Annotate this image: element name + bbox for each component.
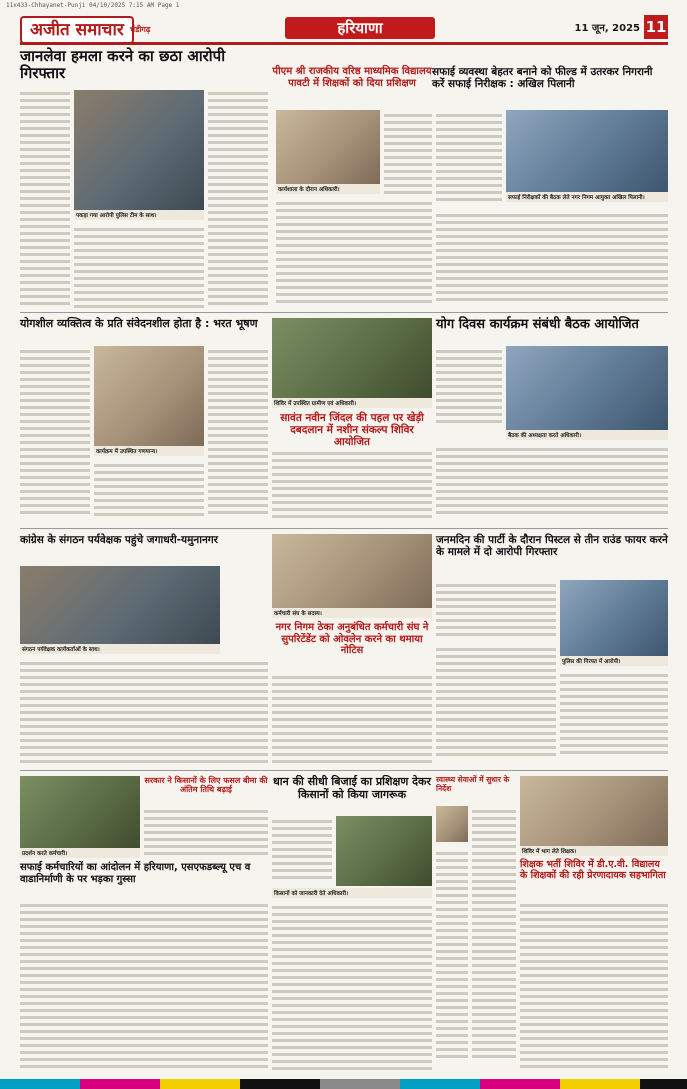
story-12-caption: शिविर में भाग लेते शिक्षक।	[520, 846, 668, 856]
story-5	[272, 412, 432, 448]
story-1-headline: जानलेवा हमला करने का छठा आरोपी गिरफ्तार	[20, 47, 226, 83]
story-10	[20, 862, 268, 885]
story-8-text	[272, 672, 432, 766]
story-8-headline: नगर निगम ठेका अनुबंधित कर्मचारी संघ ने सुपरिटेंडेंट को ओवलेन करने का थमाया नोटिस	[275, 622, 429, 656]
story-10-headline: सफाई कर्मचारियों का आंदोलन में हरियाणा, एसएफडब्ल्यू एच व वाडानिर्माणी के पर भड़का गुस्सा	[20, 862, 251, 885]
newspaper-name: अजीत समाचार	[20, 16, 134, 44]
edition-city: चंडीगढ़	[130, 25, 151, 34]
story-11-headline: धान की सीधी बिजाई का प्रशिक्षण देकर किसानों को किया जागरूक	[273, 775, 431, 801]
story-7-photo	[20, 566, 220, 644]
divider	[20, 770, 668, 771]
story-14	[436, 776, 516, 793]
story-9-text-2	[436, 644, 556, 766]
story-10-caption: प्रदर्शन करते कर्मचारी।	[20, 848, 140, 858]
story-14-photo	[436, 806, 468, 842]
story-11	[272, 776, 432, 801]
story-2	[272, 66, 432, 89]
story-10-text	[20, 900, 268, 1076]
story-2-caption: कार्यशाला के दौरान अधिकारी।	[276, 184, 380, 194]
story-6	[436, 318, 668, 333]
story-14-text-2	[436, 848, 468, 1076]
story-12-headline: शिक्षक भर्ती शिविर में डी.ए.वी. विद्यालय के शिक्षकों की रही प्रेरणादायक सहभागिता	[520, 859, 666, 881]
story-6-text-2	[436, 444, 668, 524]
story-2-text	[384, 110, 432, 194]
story-3-headline: सफाई व्यवस्था बेहतर बनाने को फील्ड में उतरकर निगरानी करें सफाई निरीक्षक : अखिल पिलानी	[432, 66, 653, 91]
story-11-text-2	[272, 902, 432, 1076]
story-14-headline: स्वास्थ्य सेवाओं में सुधार के निर्देश	[436, 775, 510, 793]
story-11-caption: किसानों को जानकारी देते अधिकारी।	[272, 888, 432, 898]
issue-date: 11 जून, 2025	[574, 23, 640, 34]
story-8-caption: कर्मचारी संघ के सदस्य।	[272, 608, 432, 618]
page-number: 11	[644, 15, 668, 39]
story-1-text	[20, 88, 70, 308]
divider	[20, 312, 668, 313]
story-4-headline: योगशील व्यक्तित्व के प्रति संवेदनशील होता है : भरत भूषण	[20, 317, 258, 330]
story-13	[144, 776, 268, 794]
story-7-text	[20, 658, 268, 766]
story-9	[436, 534, 668, 558]
story-10-photo	[20, 776, 140, 848]
print-slug: 11x433-Chhayanet-Punji 04/10/2025 7:15 AM Page 1	[6, 2, 180, 9]
story-1-caption: पकड़ा गया आरोपी पुलिस टीम के साथ।	[74, 210, 204, 220]
story-8-photo	[272, 534, 432, 608]
story-2-photo	[276, 110, 380, 184]
story-3	[432, 66, 668, 90]
story-3-text	[436, 110, 502, 206]
story-7	[20, 534, 268, 546]
story-11-photo	[336, 816, 432, 886]
story-9-photo	[560, 580, 668, 656]
story-9-text	[436, 580, 556, 640]
story-1	[20, 48, 268, 83]
story-4-caption: कार्यक्रम में उपस्थित गणमान्य।	[94, 446, 204, 456]
story-4-text	[20, 346, 90, 524]
story-14-text	[472, 806, 516, 1076]
story-3-text-2	[436, 210, 668, 308]
story-5-text	[272, 448, 432, 524]
story-6-headline: योग दिवस कार्यक्रम संबंधी बैठक आयोजित	[436, 317, 639, 332]
story-9-text-3	[560, 670, 668, 766]
story-4-photo	[94, 346, 204, 446]
masthead	[20, 12, 668, 45]
story-4-text-3	[94, 460, 204, 524]
story-5-caption: शिविर में उपस्थित ग्रामीण एवं अधिकारी।	[272, 398, 432, 408]
story-1-text-2	[208, 88, 268, 308]
story-3-photo	[506, 110, 668, 192]
story-2-headline: पीएम श्री राजकीय वरिष्ठ माध्यमिक विद्यालय पावटी में शिक्षकों को दिया प्रशिक्षण	[272, 66, 432, 89]
color-registration-bar	[0, 1079, 687, 1089]
story-11-text	[272, 816, 332, 886]
story-8	[272, 622, 432, 657]
story-4	[20, 318, 268, 331]
story-1-text-3	[74, 224, 204, 308]
story-5-headline: सावंत नवीन जिंदल की पहल पर खेड़ी दबदलान में नशीन संकल्प शिविर आयोजित	[280, 412, 424, 449]
story-6-text	[436, 346, 502, 432]
story-5-photo	[272, 318, 432, 398]
story-6-photo	[506, 346, 668, 430]
story-1-photo	[74, 90, 204, 210]
story-4-text-2	[208, 346, 268, 524]
story-9-caption: पुलिस की गिरफ्त में आरोपी।	[560, 656, 668, 666]
story-6-caption: बैठक की अध्यक्षता करते अधिकारी।	[506, 430, 668, 440]
story-13-text	[144, 806, 268, 858]
story-7-caption: संगठन पर्यवेक्षक कार्यकर्ताओं के साथ।	[20, 644, 220, 654]
story-13-headline: सरकार ने किसानों के लिए फसल बीमा की अंतिम तिथि बढ़ाई	[144, 776, 268, 795]
divider	[20, 528, 668, 529]
story-12-text	[520, 900, 668, 1076]
story-7-headline: कांग्रेस के संगठन पर्यवेक्षक पहुंचे जगाधरी-यमुनानगर	[20, 534, 218, 546]
story-12	[520, 860, 668, 882]
story-12-photo	[520, 776, 668, 846]
story-3-caption: सफाई निरीक्षकों की बैठक लेते नगर निगम आयुक्त अखिल पिलानी।	[506, 192, 668, 202]
story-9-headline: जनमदिन की पार्टी के दौरान पिस्टल से तीन राउंड फायर करने के मामले में दो आरोपी गिरफ्तार	[436, 534, 668, 559]
section-title: हरियाणा	[285, 17, 435, 39]
story-2-text-2	[276, 198, 432, 308]
